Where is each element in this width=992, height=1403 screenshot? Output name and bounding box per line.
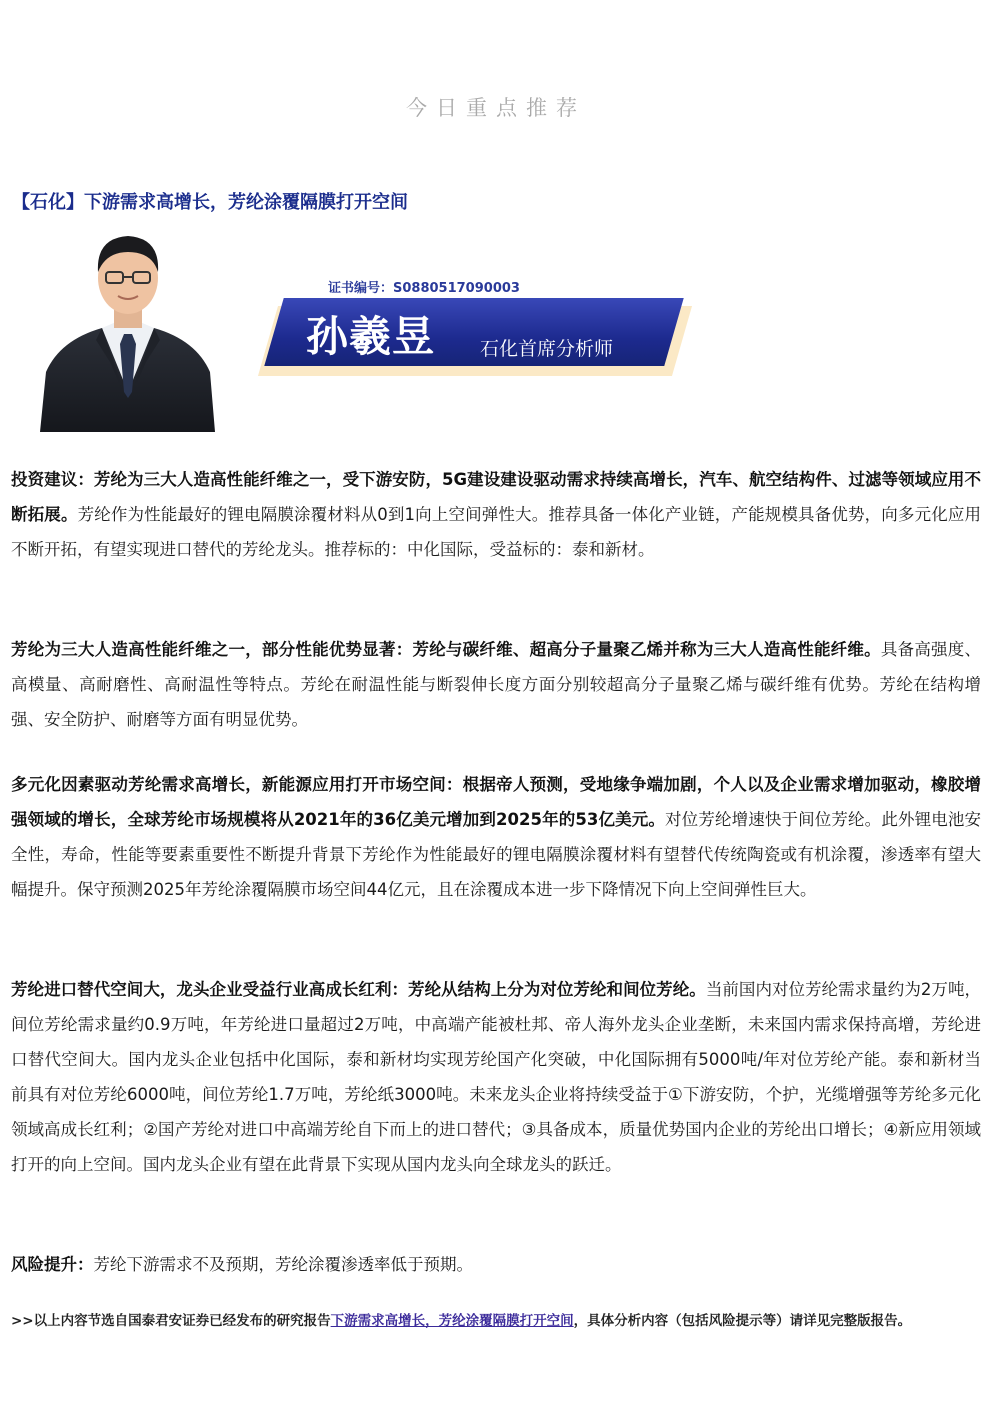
source-footer bbox=[11, 1310, 981, 1332]
article-title: 【石化】下游需求高增长，芳纶涂覆隔膜打开空间 bbox=[12, 192, 408, 213]
paragraph-body: 芳纶作为性能最好的锂电隔膜涂覆材料从0到1向上空间弹性大。推荐具备一体化产业链，产能规模具备优势，向多元化应用不断开拓，有望实现进口替代的芳纶龙头。推荐标的：中化国际，受益标的：泰和新材。 bbox=[11, 505, 982, 559]
paragraph-demand bbox=[11, 767, 981, 907]
analyst-role: 石化首席分析师 bbox=[480, 338, 614, 360]
paragraph-lead: 芳纶进口替代空间大，龙头企业受益行业高成长红利：芳纶从结构上分为对位芳纶和间位芳纶。 bbox=[11, 980, 706, 999]
paragraph-investment bbox=[11, 462, 981, 567]
page-header-title: 今日重点推荐 bbox=[406, 96, 586, 120]
paragraph-risk bbox=[11, 1247, 981, 1282]
footer-suffix: ，具体分析内容（包括风险提示等）请详见完整版报告。 bbox=[573, 1313, 912, 1329]
paragraph-body: 芳纶下游需求不及预期，芳纶涂覆渗透率低于预期。 bbox=[93, 1255, 473, 1274]
paragraph-body: 具备高强度、高模量、高耐磨性、高耐温性等特点。芳纶在耐温性能与断裂伸长度方面分别较超高分子量聚乙烯与碳纤维有优势。芳纶在结构增强、安全防护、耐磨等方面有明显优势。 bbox=[11, 640, 982, 729]
paragraph-lead: 投资建议：芳纶为三大人造高性能纤维之一，受下游安防，5G建设建设驱动需求持续高增长，汽车、航空结构件、过滤等领域应用不断拓展。 bbox=[11, 470, 981, 524]
paragraph-body: 当前国内对位芳纶需求量约为2万吨，间位芳纶需求量约0.9万吨，年芳纶进口量超过2万吨，中高端产能被杜邦、帝人海外龙头企业垄断，未来国内需求保持高增，芳纶进口替代空间大。国内龙头企业包括中化国际，泰和新材均实现芳纶国产化突破，中化国际拥有5000吨/年对位芳纶产能。泰和新材当前具有对位芳纶6000吨，间位芳纶1.7万吨，芳纶纸3000吨。未来龙头企业将持续受益于①下游安防，个护，光缆增强等芳纶多元化领域高成长红利；②国产芳纶对进口中高端芳纶自下而上的进口替代；③具备成本，质量优势国内企业的芳纶出口增长；④新应用领域打开的向上空间。国内龙头企业有望在此背景下实现从国内龙头向全球龙头的跃迁。 bbox=[11, 980, 982, 1174]
paragraph-import-substitution bbox=[11, 972, 981, 1182]
footer-prefix: >>以上内容节选自国泰君安证券已经发布的研究报告 bbox=[11, 1313, 331, 1329]
paragraph-lead: 多元化因素驱动芳纶需求高增长，新能源应用打开市场空间：根据帝人预测，受地缘争端加剧，个人以及企业需求增加驱动，橡胶增强领域的增长，全球芳纶市场规模将从2021年的36亿美元增加到2025年的53亿美元。 bbox=[11, 775, 981, 829]
report-link[interactable]: 下游需求高增长，芳纶涂覆隔膜打开空间 bbox=[330, 1313, 574, 1329]
analyst-banner bbox=[250, 270, 690, 390]
analyst-name: 孙羲昱 bbox=[306, 312, 436, 361]
analyst-photo bbox=[40, 222, 215, 432]
paragraph-lead: 芳纶为三大人造高性能纤维之一，部分性能优势显著：芳纶与碳纤维、超高分子量聚乙烯并称为三大人造高性能纤维。 bbox=[11, 640, 881, 659]
paragraph-body: 对位芳纶增速快于间位芳纶。此外锂电池安全性，寿命，性能等要素重要性不断提升背景下芳纶作为性能最好的锂电隔膜涂覆材料有望替代传统陶瓷或有机涂覆，渗透率有望大幅提升。保守预测2025年芳纶涂覆隔膜市场空间44亿元，且在涂覆成本进一步下降情况下向上空间弹性巨大。 bbox=[11, 810, 981, 899]
paragraph-performance bbox=[11, 632, 981, 737]
paragraph-lead: 风险提升： bbox=[11, 1255, 94, 1274]
analyst-cert: 证书编号：S0880517090003 bbox=[328, 281, 520, 296]
